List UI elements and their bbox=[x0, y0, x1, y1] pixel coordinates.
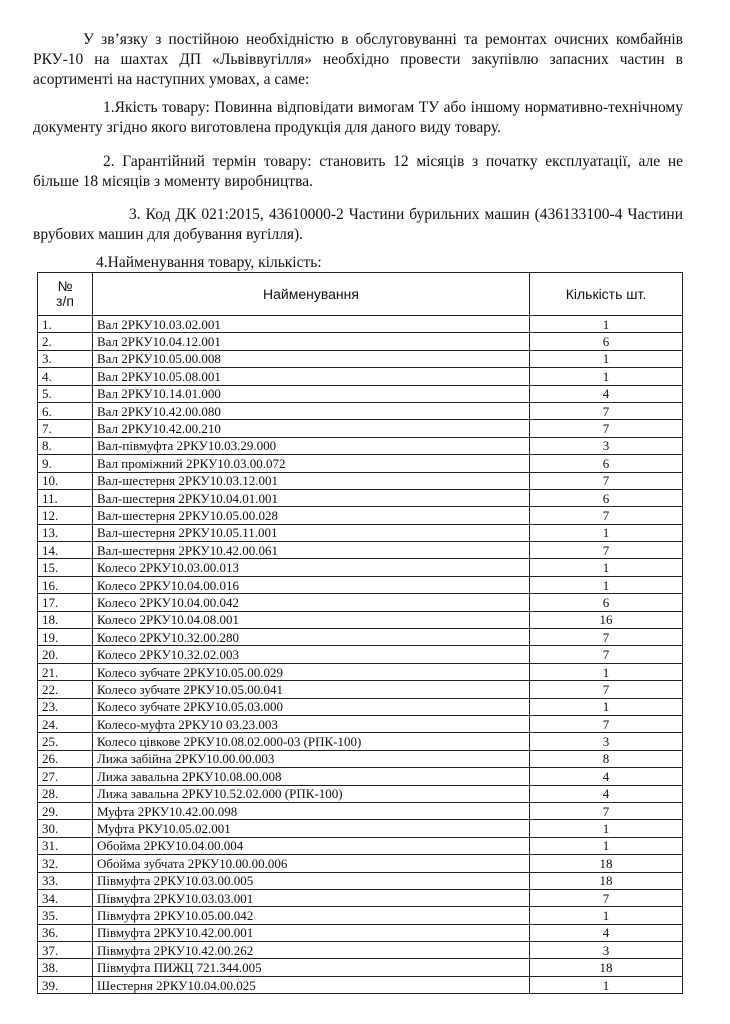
row-quantity: 4 bbox=[530, 785, 683, 802]
row-quantity: 7 bbox=[530, 507, 683, 524]
table-row bbox=[38, 420, 683, 437]
row-item-name: Колесо-муфта 2РКУ10 03.23.003 bbox=[93, 715, 530, 732]
table-row bbox=[38, 855, 683, 872]
table-row bbox=[38, 768, 683, 785]
header-number bbox=[38, 273, 93, 316]
row-item-name: Шестерня 2РКУ10.04.00.025 bbox=[93, 976, 530, 993]
row-item-name: Колесо 2РКУ10.04.08.001 bbox=[93, 611, 530, 628]
table-row bbox=[38, 472, 683, 489]
row-quantity: 4 bbox=[530, 385, 683, 402]
table-row bbox=[38, 611, 683, 628]
row-number: 8. bbox=[38, 437, 93, 454]
quality-paragraph: 1.Якість товару: Повинна відповідати вимогам ТУ або іншому нормативно-технічному документу згідно якого виготовлена продукція для даного виду товару. bbox=[33, 99, 683, 136]
row-item-name: Півмуфта 2РКУ10.42.00.262 bbox=[93, 942, 530, 959]
row-quantity: 1 bbox=[530, 663, 683, 680]
table-row bbox=[38, 489, 683, 506]
row-item-name: Вал проміжний 2РКУ10.03.00.072 bbox=[93, 455, 530, 472]
table-row bbox=[38, 368, 683, 385]
row-item-name: Вал-шестерня 2РКУ10.03.12.001 bbox=[93, 472, 530, 489]
table-row bbox=[38, 715, 683, 732]
row-quantity: 16 bbox=[530, 611, 683, 628]
row-number: 14. bbox=[38, 542, 93, 559]
row-quantity: 4 bbox=[530, 924, 683, 941]
code-paragraph: 3. Код ДК 021:2015, 43610000-2 Частини бурильних машин (436133100-4 Частини врубових машин для добування вугілля). bbox=[33, 206, 683, 243]
row-quantity: 7 bbox=[530, 889, 683, 906]
row-quantity: 7 bbox=[530, 402, 683, 419]
row-quantity: 1 bbox=[530, 837, 683, 854]
table-row bbox=[38, 576, 683, 593]
warranty-paragraph: 2. Гарантійний термін товару: становить 12 місяців з початку експлуатації, але не більше 18 місяців з моменту виробництва. bbox=[33, 153, 683, 190]
row-item-name: Колесо 2РКУ10.32.02.003 bbox=[93, 646, 530, 663]
table-row bbox=[38, 507, 683, 524]
row-number: 1. bbox=[38, 316, 93, 333]
row-number: 17. bbox=[38, 594, 93, 611]
row-quantity: 6 bbox=[530, 455, 683, 472]
row-quantity: 1 bbox=[530, 576, 683, 593]
intro-paragraph: У зв’язку з постійною необхідністю в обслуговуванні та ремонтах очисних комбайнів РКУ-10 на шахтах ДП «Львіввугілля» необхідно провести закупівлю запасних частин в асортименті на наступних умовах, а саме: bbox=[33, 31, 683, 88]
table-row bbox=[38, 681, 683, 698]
row-quantity: 7 bbox=[530, 646, 683, 663]
row-quantity: 7 bbox=[530, 681, 683, 698]
row-item-name: Півмуфта 2РКУ10.42.00.001 bbox=[93, 924, 530, 941]
row-item-name: Лижа завальна 2РКУ10.08.00.008 bbox=[93, 768, 530, 785]
row-quantity: 6 bbox=[530, 489, 683, 506]
row-number: 32. bbox=[38, 855, 93, 872]
row-number: 25. bbox=[38, 733, 93, 750]
row-number: 23. bbox=[38, 698, 93, 715]
table-row bbox=[38, 333, 683, 350]
row-number: 34. bbox=[38, 889, 93, 906]
row-item-name: Півмуфта ПИЖЦ 721.344.005 bbox=[93, 959, 530, 976]
row-number: 19. bbox=[38, 629, 93, 646]
row-number: 9. bbox=[38, 455, 93, 472]
row-item-name: Колесо зубчате 2РКУ10.05.00.041 bbox=[93, 681, 530, 698]
row-quantity: 1 bbox=[530, 559, 683, 576]
row-number: 4. bbox=[38, 368, 93, 385]
row-item-name: Вал 2РКУ10.05.00.008 bbox=[93, 350, 530, 367]
row-number: 16. bbox=[38, 576, 93, 593]
row-item-name: Муфта 2РКУ10.42.00.098 bbox=[93, 802, 530, 819]
row-item-name: Колесо зубчате 2РКУ10.05.03.000 bbox=[93, 698, 530, 715]
table-row bbox=[38, 594, 683, 611]
row-item-name: Колесо 2РКУ10.04.00.042 bbox=[93, 594, 530, 611]
row-quantity: 1 bbox=[530, 368, 683, 385]
header-name: Найменування bbox=[93, 273, 530, 316]
row-item-name: Вал 2РКУ10.42.00.080 bbox=[93, 402, 530, 419]
row-quantity: 1 bbox=[530, 350, 683, 367]
table-row bbox=[38, 385, 683, 402]
row-item-name: Обойма зубчата 2РКУ10.00.00.006 bbox=[93, 855, 530, 872]
table-row bbox=[38, 959, 683, 976]
table-row bbox=[38, 646, 683, 663]
row-number: 38. bbox=[38, 959, 93, 976]
row-item-name: Обойма 2РКУ10.04.00.004 bbox=[93, 837, 530, 854]
table-row bbox=[38, 437, 683, 454]
table-row bbox=[38, 785, 683, 802]
row-quantity: 7 bbox=[530, 629, 683, 646]
row-number: 15. bbox=[38, 559, 93, 576]
row-quantity: 6 bbox=[530, 594, 683, 611]
table-row bbox=[38, 524, 683, 541]
row-item-name: Півмуфта 2РКУ10.03.03.001 bbox=[93, 889, 530, 906]
table-row bbox=[38, 820, 683, 837]
table-header-row bbox=[38, 273, 683, 316]
row-number: 36. bbox=[38, 924, 93, 941]
table-row bbox=[38, 837, 683, 854]
row-number: 2. bbox=[38, 333, 93, 350]
row-item-name: Вал 2РКУ10.04.12.001 bbox=[93, 333, 530, 350]
table-row bbox=[38, 733, 683, 750]
table-row bbox=[38, 542, 683, 559]
header-quantity: Кількість шт. bbox=[530, 273, 683, 316]
row-number: 31. bbox=[38, 837, 93, 854]
row-quantity: 3 bbox=[530, 437, 683, 454]
row-item-name: Вал 2РКУ10.03.02.001 bbox=[93, 316, 530, 333]
table-row bbox=[38, 872, 683, 889]
row-number: 35. bbox=[38, 907, 93, 924]
table-row bbox=[38, 802, 683, 819]
row-quantity: 7 bbox=[530, 715, 683, 732]
row-quantity: 18 bbox=[530, 959, 683, 976]
table-row bbox=[38, 316, 683, 333]
table-row bbox=[38, 976, 683, 993]
header-number-sign: № bbox=[57, 278, 73, 294]
table-body bbox=[38, 316, 683, 994]
row-item-name: Півмуфта 2РКУ10.03.00.005 bbox=[93, 872, 530, 889]
row-item-name: Вал-шестерня 2РКУ10.42.00.061 bbox=[93, 542, 530, 559]
row-quantity: 1 bbox=[530, 907, 683, 924]
table-row bbox=[38, 750, 683, 767]
table-row bbox=[38, 350, 683, 367]
row-item-name: Вал-шестерня 2РКУ10.05.11.001 bbox=[93, 524, 530, 541]
row-number: 39. bbox=[38, 976, 93, 993]
row-quantity: 1 bbox=[530, 976, 683, 993]
row-number: 6. bbox=[38, 402, 93, 419]
row-number: 13. bbox=[38, 524, 93, 541]
table-row bbox=[38, 455, 683, 472]
row-quantity: 8 bbox=[530, 750, 683, 767]
table-row bbox=[38, 663, 683, 680]
row-item-name: Півмуфта 2РКУ10.05.00.042 bbox=[93, 907, 530, 924]
row-item-name: Вал-шестерня 2РКУ10.04.01.001 bbox=[93, 489, 530, 506]
row-quantity: 4 bbox=[530, 768, 683, 785]
row-quantity: 7 bbox=[530, 802, 683, 819]
row-number: 22. bbox=[38, 681, 93, 698]
row-number: 21. bbox=[38, 663, 93, 680]
items-table bbox=[37, 272, 683, 994]
row-number: 10. bbox=[38, 472, 93, 489]
row-item-name: Колесо цівкове 2РКУ10.08.02.000-03 (РПК-100) bbox=[93, 733, 530, 750]
row-number: 11. bbox=[38, 489, 93, 506]
row-number: 26. bbox=[38, 750, 93, 767]
table-row bbox=[38, 889, 683, 906]
row-number: 7. bbox=[38, 420, 93, 437]
row-item-name: Лижа завальна 2РКУ10.52.02.000 (РПК-100) bbox=[93, 785, 530, 802]
row-quantity: 7 bbox=[530, 472, 683, 489]
row-item-name: Колесо 2РКУ10.03.00.013 bbox=[93, 559, 530, 576]
row-number: 29. bbox=[38, 802, 93, 819]
row-quantity: 1 bbox=[530, 820, 683, 837]
table-row bbox=[38, 559, 683, 576]
row-item-name: Вал 2РКУ10.14.01.000 bbox=[93, 385, 530, 402]
row-number: 24. bbox=[38, 715, 93, 732]
row-quantity: 18 bbox=[530, 855, 683, 872]
row-quantity: 6 bbox=[530, 333, 683, 350]
row-item-name: Вал-півмуфта 2РКУ10.03.29.000 bbox=[93, 437, 530, 454]
header-number-abbr: з/п bbox=[56, 293, 74, 309]
row-number: 18. bbox=[38, 611, 93, 628]
row-number: 30. bbox=[38, 820, 93, 837]
row-item-name: Колесо 2РКУ10.04.00.016 bbox=[93, 576, 530, 593]
row-number: 33. bbox=[38, 872, 93, 889]
row-number: 37. bbox=[38, 942, 93, 959]
row-quantity: 1 bbox=[530, 524, 683, 541]
row-quantity: 7 bbox=[530, 542, 683, 559]
row-number: 28. bbox=[38, 785, 93, 802]
table-row bbox=[38, 924, 683, 941]
row-quantity: 1 bbox=[530, 698, 683, 715]
row-item-name: Муфта РКУ10.05.02.001 bbox=[93, 820, 530, 837]
row-item-name: Вал 2РКУ10.05.08.001 bbox=[93, 368, 530, 385]
table-row bbox=[38, 629, 683, 646]
row-number: 5. bbox=[38, 385, 93, 402]
row-number: 20. bbox=[38, 646, 93, 663]
table-title: 4.Найменування товару, кількість: bbox=[96, 254, 322, 271]
table-row bbox=[38, 907, 683, 924]
row-item-name: Вал 2РКУ10.42.00.210 bbox=[93, 420, 530, 437]
row-quantity: 18 bbox=[530, 872, 683, 889]
row-quantity: 3 bbox=[530, 733, 683, 750]
table-row bbox=[38, 942, 683, 959]
row-number: 12. bbox=[38, 507, 93, 524]
table-row bbox=[38, 698, 683, 715]
row-item-name: Колесо зубчате 2РКУ10.05.00.029 bbox=[93, 663, 530, 680]
row-quantity: 1 bbox=[530, 316, 683, 333]
row-quantity: 3 bbox=[530, 942, 683, 959]
row-number: 3. bbox=[38, 350, 93, 367]
row-quantity: 7 bbox=[530, 420, 683, 437]
row-item-name: Колесо 2РКУ10.32.00.280 bbox=[93, 629, 530, 646]
row-item-name: Лижа забійна 2РКУ10.00.00.003 bbox=[93, 750, 530, 767]
row-item-name: Вал-шестерня 2РКУ10.05.00.028 bbox=[93, 507, 530, 524]
table-row bbox=[38, 402, 683, 419]
row-number: 27. bbox=[38, 768, 93, 785]
